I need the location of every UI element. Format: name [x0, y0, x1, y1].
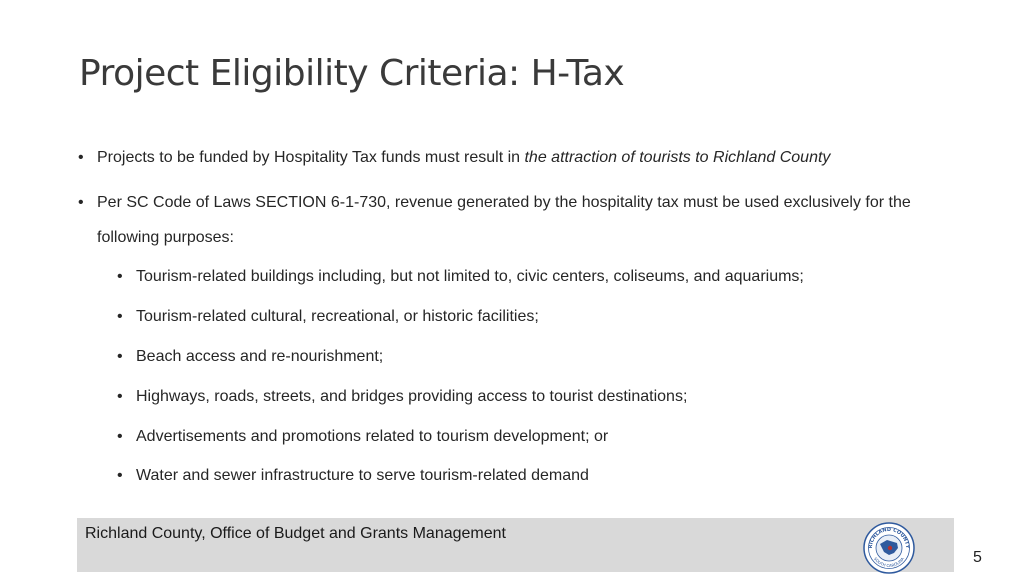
bullet-text: Per SC Code of Laws SECTION 6-1-730, revenue generated by the hospitality tax must be used exclusively for the following purposes: [97, 194, 911, 246]
sub-bullet-text: Advertisements and promotions related to tourism development; or [136, 428, 609, 445]
bullet-dot: • [117, 348, 123, 365]
richland-county-seal-icon [863, 522, 915, 574]
sub-bullet-cultural-facilities [117, 306, 956, 328]
sub-bullet-highways-roads [117, 386, 956, 408]
sub-bullet-text: Tourism-related cultural, recreational, or historic facilities; [136, 308, 539, 325]
footer-text: Richland County, Office of Budget and Grants Management [85, 525, 506, 542]
page-number: 5 [973, 549, 982, 566]
bullet-text: Projects to be funded by Hospitality Tax funds must result in [97, 149, 525, 166]
svg-text:SOUTH CAROLINA: SOUTH CAROLINA [872, 556, 906, 569]
bullet-dot: • [117, 428, 123, 445]
bullet-dot: • [78, 194, 84, 211]
sub-bullet-beach-access [117, 346, 956, 368]
footer-bar [77, 518, 954, 572]
sub-bullet-water-sewer [117, 465, 956, 487]
bullet-emphasis-text: the attraction of tourists to Richland County [524, 149, 831, 166]
svg-text:RICHLAND COUNTY: RICHLAND COUNTY [867, 526, 911, 549]
bullet-dot: • [117, 268, 123, 285]
slide-title: Project Eligibility Criteria: H-Tax [79, 53, 625, 94]
sub-bullet-tourism-buildings [117, 266, 956, 288]
sub-bullet-text: Water and sewer infrastructure to serve tourism-related demand [136, 467, 589, 484]
bullet-hospitality-tax-funding [78, 147, 957, 169]
sub-bullet-advertisements [117, 426, 956, 448]
bullet-dot: • [117, 308, 123, 325]
bullet-dot: • [78, 149, 84, 166]
bullet-dot: • [117, 467, 123, 484]
sub-bullet-text: Beach access and re-nourishment; [136, 348, 384, 365]
sub-bullet-text: Highways, roads, streets, and bridges providing access to tourist destinations; [136, 388, 688, 405]
sub-bullet-text: Tourism-related buildings including, but not limited to, civic centers, coliseums, and aquariums; [136, 268, 804, 285]
bullet-sc-code-of-laws [78, 185, 957, 255]
bullet-dot: • [117, 388, 123, 405]
